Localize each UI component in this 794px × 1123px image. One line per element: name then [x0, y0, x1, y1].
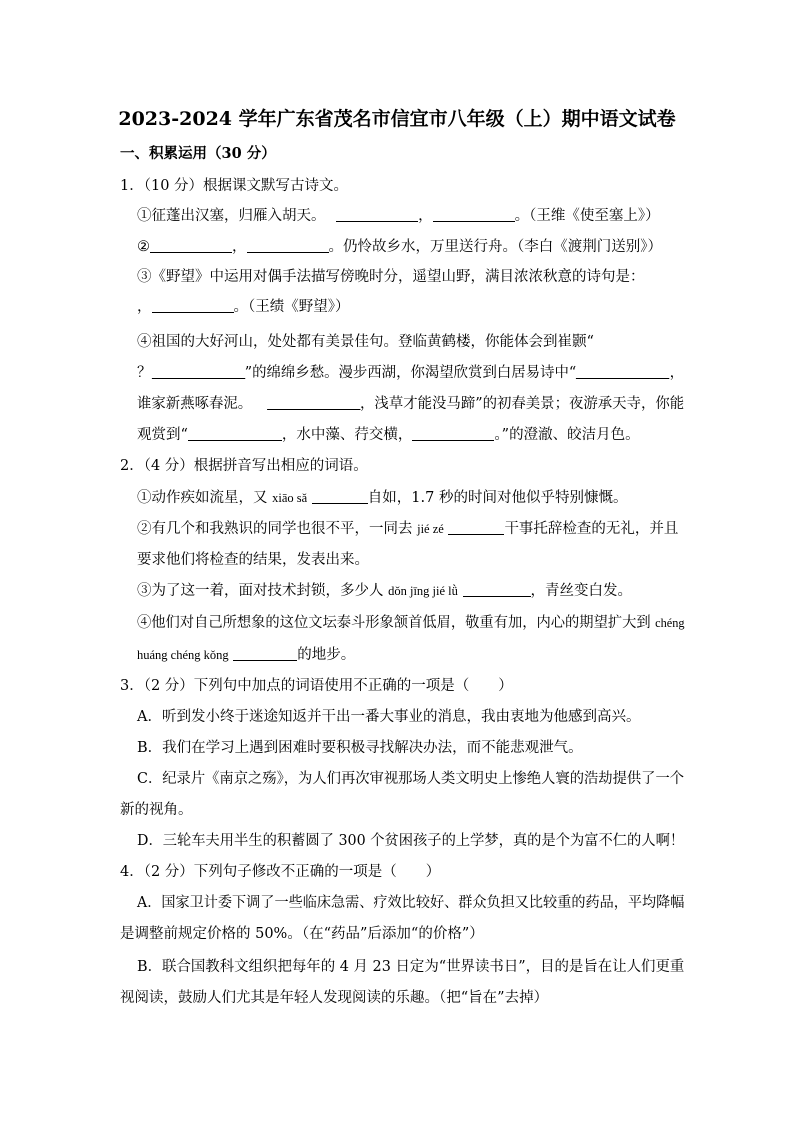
q1-item-4-text-f: ，水中藻、荇交横， — [281, 427, 413, 443]
q1-item-4-line4 — [137, 426, 640, 444]
q2-item-4-text: ④他们对自己所想象的这位文坛泰斗形象颔首低眉，敬重有加，内心的期望扩大到 — [137, 615, 651, 631]
q1-item-1 — [137, 207, 660, 225]
q1-item-4-comma: ， — [669, 365, 684, 381]
q2-item-2-line1 — [137, 520, 678, 538]
q2-item-4-pinyin-a: chéng — [655, 616, 685, 630]
q1-item-3-line2 — [137, 298, 350, 316]
answer-blank[interactable] — [233, 646, 297, 661]
q1-item-3-comma: ， — [137, 299, 152, 315]
q2-item-4-pinyin-b: huáng chéng kǒng — [137, 648, 229, 662]
q1-item-2-comma: ， — [232, 239, 247, 255]
q1-item-3-line1: ③《野望》中运用对偶手法描写傍晚时分，遥望山野，满目浓浓秋意的诗句是： — [137, 269, 645, 285]
q3-option-a: A．听到发小终于迷途知返并干出一番大事业的消息，我由衷地为他感到高兴。 — [137, 709, 641, 725]
q1-item-4-text-b: ”的绵绵乡愁。漫步西湖，你渴望欣赏到白居易诗中“ — [244, 365, 577, 381]
q1-item-3-source: 。（王绩《野望》） — [233, 299, 350, 315]
q2-item-1 — [137, 489, 627, 507]
q1-item-4-text-g: 。”的澄澈、皎洁月色。 — [494, 427, 640, 443]
q2-item-2-text: ②有几个和我熟识的同学也很不平，一同去 — [137, 521, 413, 537]
q2-item-4-line1 — [137, 614, 685, 632]
question-4-stem: 4．（2 分）下列句子修改不正确的一项是（ ） — [120, 864, 441, 880]
q2-item-4-line2 — [137, 646, 355, 664]
q2-item-2-line2: 要求他们将检查的结果，发表出来。 — [137, 552, 369, 568]
q3-option-d: D．三轮车夫用半生的积蓄圆了 300 个贫困孩子的上学梦，真的是个为富不仁的人啊！ — [137, 833, 685, 849]
q1-item-1-text: ①征蓬出汉塞，归雁入胡天。 — [137, 208, 326, 224]
q4-option-a-line2: 是调整前规定价格的 50%。（在“药品”后添加“的价格”） — [120, 926, 484, 942]
q2-item-2-pinyin: jié zé — [417, 522, 444, 536]
q2-item-3 — [137, 582, 632, 600]
q4-option-a-line1: A．国家卫计委下调了一些临床急需、疗效比较好、群众负担又比较重的药品，平均降幅 — [137, 895, 685, 911]
q1-item-4-text-e: 观赏到“ — [137, 427, 188, 443]
q1-item-2 — [137, 238, 662, 256]
q3-option-b: B．我们在学习上遇到困难时要积极寻找解决办法，而不能悲观泄气。 — [137, 740, 583, 756]
q1-item-4-text-d: ，浅草才能没马蹄”的初春美景；夜游承天寺，你能 — [360, 396, 685, 412]
answer-blank[interactable] — [267, 395, 360, 410]
q2-item-1-text: ①动作疾如流星，又 — [137, 490, 268, 506]
q1-item-1-source: 。（王维《使至塞上》） — [514, 208, 660, 224]
q2-item-1-pinyin: xiāo sǎ — [272, 491, 308, 505]
q1-item-4-text-c: 谁家新燕啄春泥。 — [137, 396, 253, 412]
q4-option-b-line2: 视阅读，鼓励人们尤其是年轻人发现阅读的乐趣。（把“旨在”去掉） — [120, 990, 549, 1006]
answer-blank[interactable] — [150, 238, 232, 253]
q1-item-4-question: ？ — [137, 365, 152, 381]
q1-item-4-line3 — [137, 395, 684, 413]
answer-blank[interactable] — [152, 298, 234, 313]
answer-blank[interactable] — [247, 238, 329, 253]
answer-blank[interactable] — [312, 489, 368, 504]
q3-option-c-line1: C．纪录片《南京之殇》，为人们再次审视那场人类文明史上惨绝人寰的浩劫提供了一个 — [137, 771, 685, 787]
q2-item-3-pinyin: dǒn jīng jié lǜ — [388, 584, 458, 598]
question-1-stem: 1．（10 分）根据课文默写古诗文。 — [120, 178, 349, 194]
answer-blank[interactable] — [433, 207, 515, 222]
q2-item-2-rest: 干事托辞检查的无礼，并且 — [504, 521, 679, 537]
section-heading: 一、积累运用（30 分） — [120, 145, 276, 162]
q2-item-3-rest: ，青丝变白发。 — [530, 583, 633, 599]
q2-item-1-rest: 自如，1.7 秒的时间对他似乎特别慷慨。 — [367, 490, 628, 506]
q1-item-1-comma: ， — [418, 208, 433, 224]
answer-blank[interactable] — [576, 364, 669, 379]
answer-blank[interactable] — [448, 520, 504, 535]
answer-blank[interactable] — [151, 364, 244, 379]
q3-option-c-line2: 新的视角。 — [120, 802, 193, 818]
q1-item-2-marker: ② — [137, 239, 150, 255]
answer-blank[interactable] — [188, 426, 282, 441]
q4-option-b-line1: B．联合国教科文组织把每年的 4 月 23 日定为“世界读书日”，目的是旨在让人们更重 — [137, 959, 685, 975]
page-title: 2023-2024 学年广东省茂名市信宜市八年级（上）期中语文试卷 — [118, 108, 676, 130]
q1-item-2-text: 。仍怜故乡水，万里送行舟。（李白《渡荆门送别》） — [328, 239, 662, 255]
question-3-stem: 3．（2 分）下列句中加点的词语使用不正确的一项是（ ） — [120, 678, 513, 694]
q2-item-3-text: ③为了这一着，面对技术封锁，多少人 — [137, 583, 384, 599]
answer-blank[interactable] — [336, 207, 418, 222]
q1-item-4-line1: ④祖国的大好河山，处处都有美景佳句。登临黄鹤楼，你能体会到崔颢“ — [137, 334, 594, 350]
question-2-stem: 2．（4 分）根据拼音写出相应的词语。 — [120, 458, 368, 474]
answer-blank[interactable] — [412, 426, 494, 441]
q1-item-4-line2 — [137, 364, 684, 382]
q2-item-4-rest: 的地步。 — [297, 647, 356, 663]
answer-blank[interactable] — [463, 582, 531, 597]
